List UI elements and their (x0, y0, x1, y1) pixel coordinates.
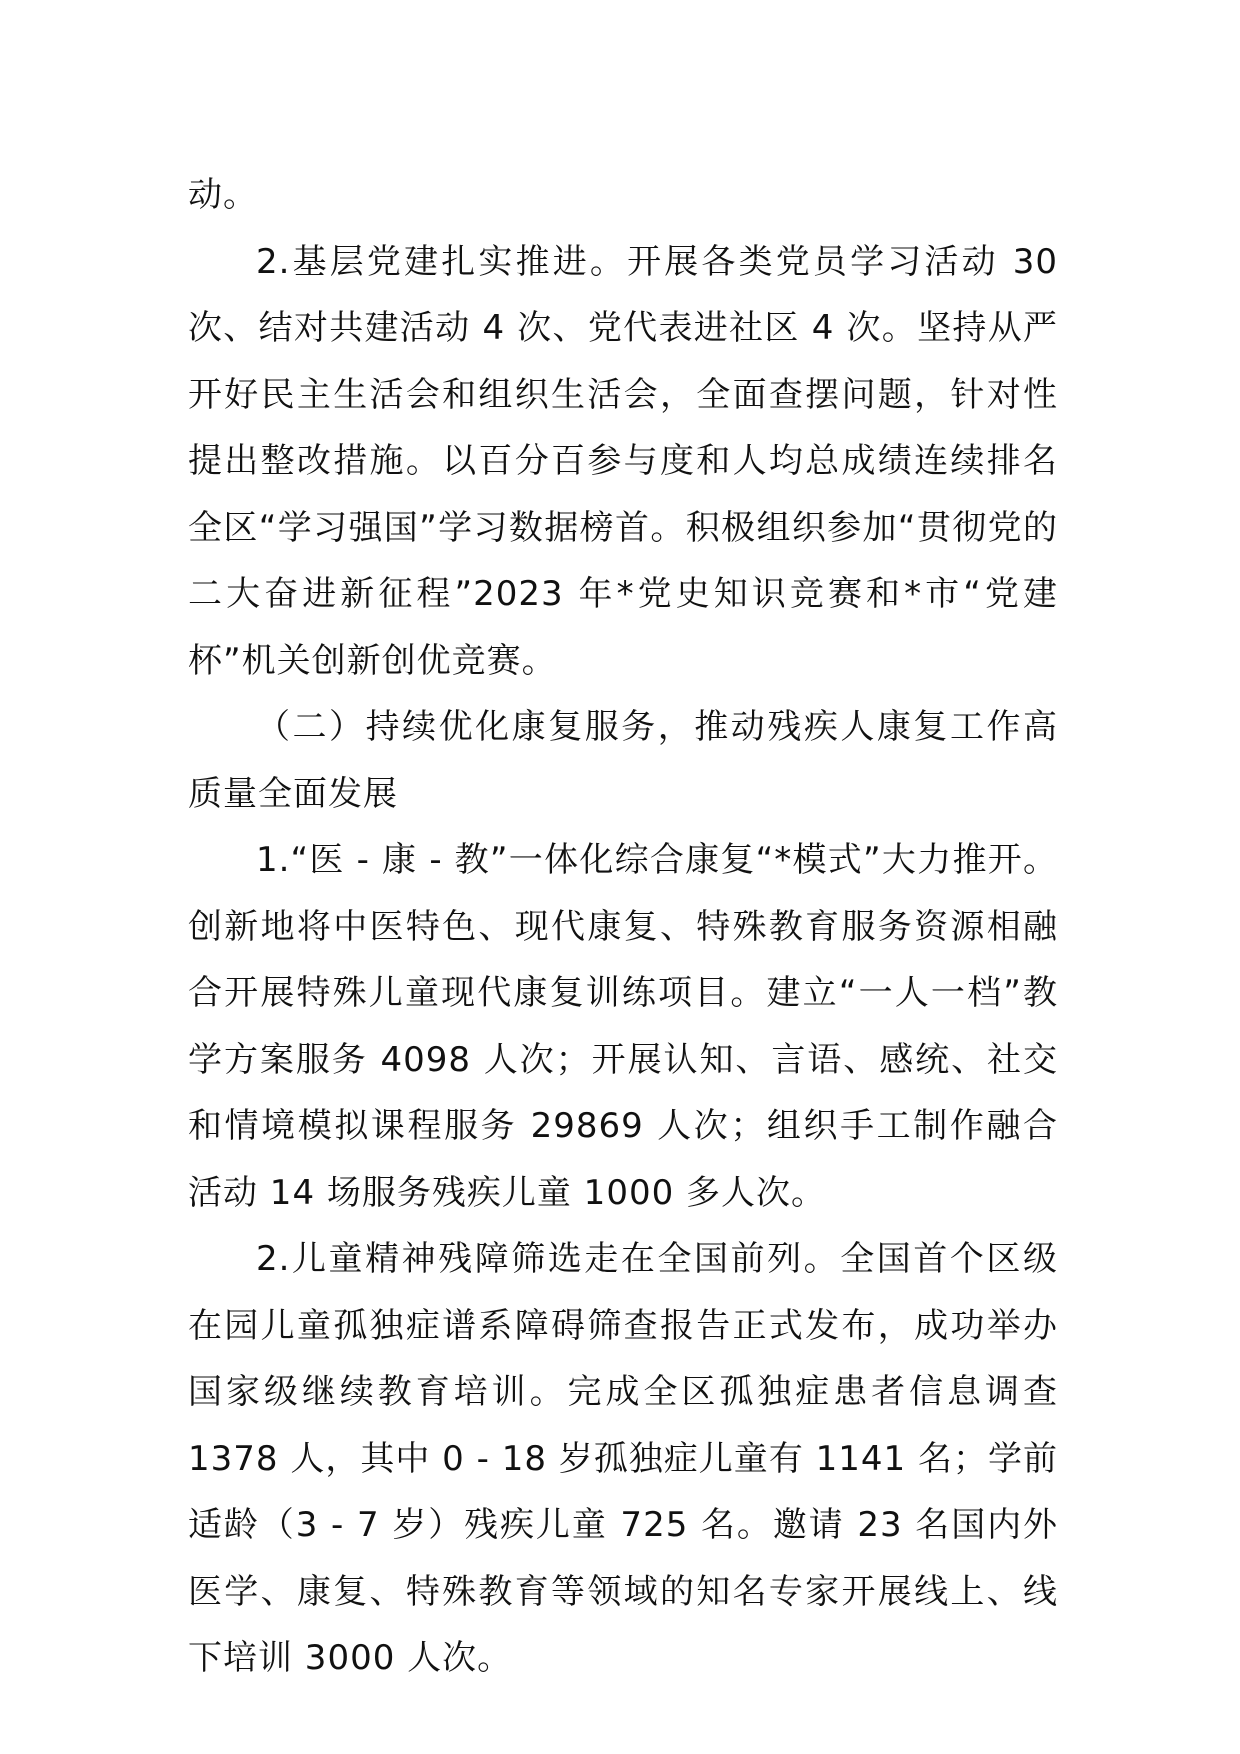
paragraph-continuation: 动。 (188, 175, 258, 215)
document-body (188, 162, 1058, 1692)
paragraph-autism-screening: 2.儿童精神残障筛选走在全国前列。全国首个区级在园儿童孤独症谱系障碍筛查报告正式发布，成功举办国家级继续教育培训。完成全区孤独症患者信息调查 1378 人，其中 0 - 18 岁孤独症儿童有 1141 名；学前适龄（3 - 7 岁）残疾儿童 725 名。邀请 23 名国内外医学、康复、特殊教育等领域的知名专家开展线上、线下培训 3000 人次。 (188, 1239, 1058, 1678)
section-heading-rehabilitation: （二）持续优化康复服务，推动残疾人康复工作高质量全面发展 (188, 707, 1058, 814)
paragraph-party-building: 2.基层党建扎实推进。开展各类党员学习活动 30 次、结对共建活动 4 次、党代表进社区 4 次。坚持从严开好民主生活会和组织生活会，全面查摆问题，针对性提出整改措施。以百分百参与度和人均总成绩连续排名全区“学习强国”学习数据榜首。积极组织参加“贯彻党的二大奋进新征程”2023 年*党史知识竞赛和*市“党建杯”机关创新创优竞赛。 (188, 241, 1058, 681)
paragraph-integrated-rehab: 1.“医 - 康 - 教”一体化综合康复“*模式”大力推开。创新地将中医特色、现代康复、特殊教育服务资源相融合开展特殊儿童现代康复训练项目。建立“一人一档”教学方案服务 4098 人次；开展认知、言语、感统、社交和情境模拟课程服务 29869 人次；组织手工制作融合活动 14 场服务残疾儿童 1000 多人次。 (188, 840, 1058, 1213)
